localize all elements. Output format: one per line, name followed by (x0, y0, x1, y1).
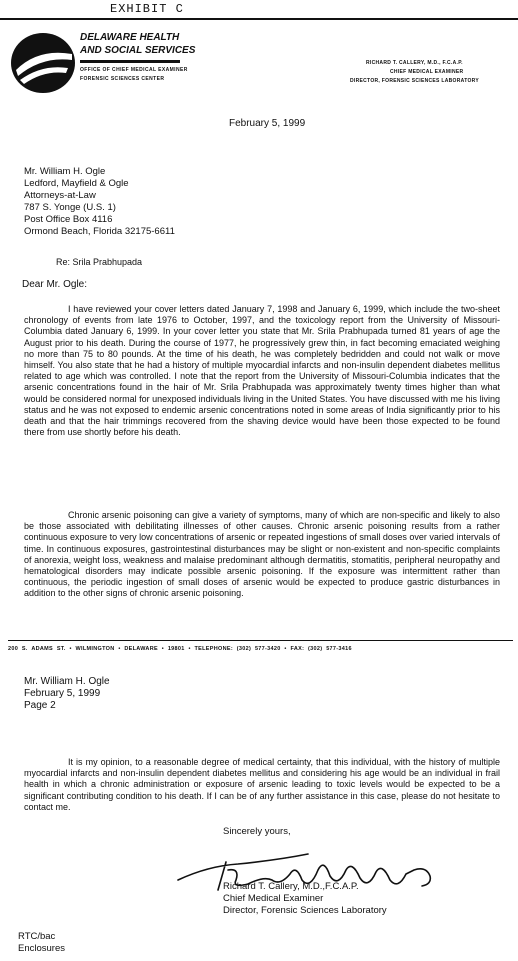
recipient-line: Ledford, Mayfield & Ogle (24, 178, 129, 189)
typist-initials: RTC/bac (18, 931, 56, 942)
recipient-line: Mr. William H. Ogle (24, 166, 106, 177)
top-rule (0, 18, 518, 20)
recipient-line: Post Office Box 4116 (24, 214, 113, 225)
recipient-line: Attorneys-at-Law (24, 190, 96, 201)
re-line: Re: Srila Prabhupada (56, 257, 143, 267)
org-name-line2: AND SOCIAL SERVICES (80, 45, 196, 56)
letter-date: February 5, 1999 (229, 118, 306, 129)
letterhead-right-line2: CHIEF MEDICAL EXAMINER (390, 69, 464, 75)
salutation: Dear Mr. Ogle: (22, 279, 88, 290)
office-line2: FORENSIC SCIENCES CENTER (80, 76, 165, 82)
office-line1: OFFICE OF CHIEF MEDICAL EXAMINER (80, 67, 188, 73)
enclosures-note: Enclosures (18, 943, 65, 954)
signatory-title: Director, Forensic Sciences Laboratory (223, 905, 387, 916)
state-seal-logo-icon (8, 30, 78, 96)
body-paragraph-3: It is my opinion, to a reasonable degree of medical certainty, that this individual, with the history of multiple myocardial infarcts and non-insulin dependent diabetes mellitus and considering his age would be an individual in frail health in which a chronic administration or exposure of arsenic leading to toxic levels would be expected to be a significant contributing condition to his death. If I can be of any further assistance in this case, please do not hesitate to contact me. (24, 757, 500, 812)
letterhead-bar (80, 60, 180, 63)
letterhead-footer: 200 S. ADAMS ST. • WILMINGTON • DELAWARE • 19801 • TELEPHONE: (302) 577-3420 • FAX: (302) 577-3416 (8, 646, 352, 652)
letterhead-right-line3: DIRECTOR, FORENSIC SCIENCES LABORATORY (350, 78, 480, 84)
org-name-line1: DELAWARE HEALTH (80, 32, 180, 43)
letterhead-right-line1: RICHARD T. CALLERY, M.D., F.C.A.P. (366, 60, 463, 66)
page2-header-line: Page 2 (24, 700, 56, 711)
page2-header-line: Mr. William H. Ogle (24, 676, 110, 687)
body-paragraph-1: I have reviewed your cover letters dated January 7, 1998 and January 6, 1999, which include the two-sheet chronology of events from late 1976 to October, 1997, and the toxicology report from the University of Missouri-Columbia dated January 6, 1999. In your cover letter you state that Mr. Srila Prabhupada turned 81 years of age the August prior to his death. During the course of 1977, he progressively grew thin, in fact becoming emaciated weighing no more than 75 to 80 pounds. At the time of his death, he was completely bedridden and could not walk or move himself. You also state that he had a history of multiple myocardial infarcts and non-insulin dependent diabetes mellitus related to age which was controlled. I note that the report from the University of Missouri-Columbia indicates that the arsenic concentrations found in the hair of Mr. Srila Prabhupada was approximately twenty times higher than what would be considered normal for unexposed individuals living in the United States. You have discussed with me his living status and he was not exposed to endemic arsenic concentrations noted in some areas of India significantly prior to his death and that the hair trimmings recovered from the shaving device would have been those expected to be found there from use shortly before his death. (24, 304, 500, 438)
signatory-title: Chief Medical Examiner (223, 893, 324, 904)
body-paragraph-2: Chronic arsenic poisoning can give a variety of symptoms, many of which are non-specific and likely to also be those associated with debilitating illnesses of other causes. Chronic arsenic poisoning results from a rather continuous exposure to very low concentrations of arsenic or repeated ingestions of small doses over varied intervals of time. In continuous exposures, gastrointestinal disturbances may be slight or non-existent and non-specific complaints of anorexia, weight loss, weakness and malaise predominant although dermatitis, stomatitis, peripheral neuropathy and hematological disorders may indicate possible arsenic poisoning. If the exposure was intermittent rather than continuous, the periodic ingestion of small doses of arsenic would be expected to produce gastric disturbances in addition to the other signs of chronic arsenic poisoning. (24, 510, 500, 599)
footer-rule (8, 640, 513, 641)
recipient-line: 787 S. Yonge (U.S. 1) (24, 202, 116, 213)
page2-header-line: February 5, 1999 (24, 688, 101, 699)
exhibit-label: EXHIBIT C (110, 2, 184, 16)
signatory-name: Richard T. Callery, M.D.,F.C.A.P. (223, 881, 359, 892)
closing: Sincerely yours, (223, 826, 291, 837)
recipient-line: Ormond Beach, Florida 32175-6611 (24, 226, 175, 237)
